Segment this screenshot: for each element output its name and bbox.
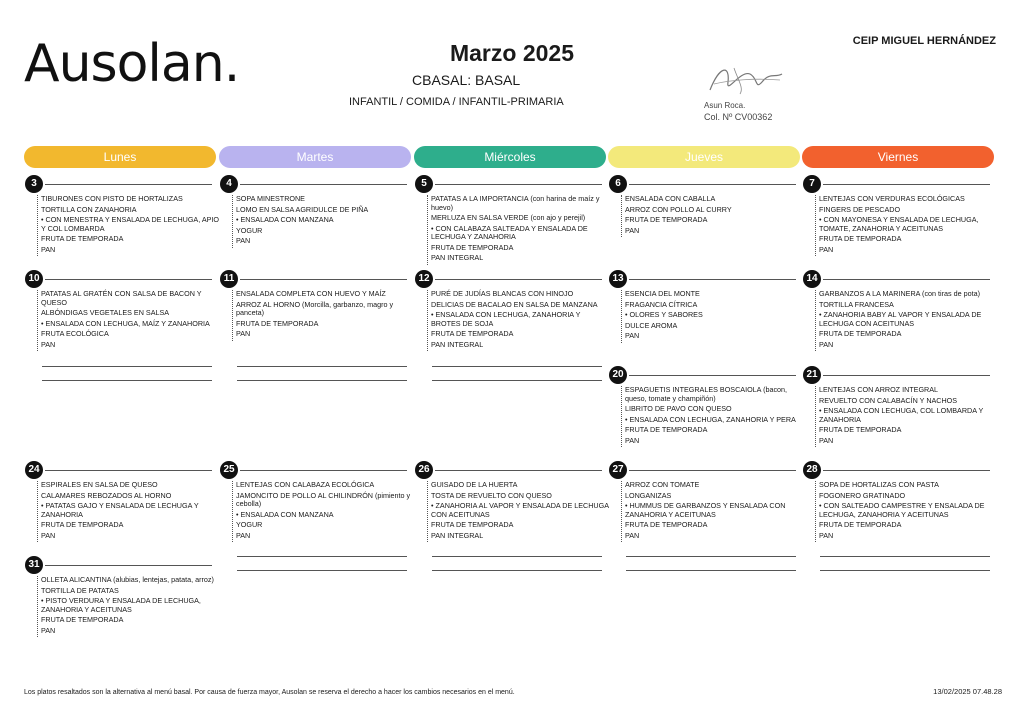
dish-item: PAN bbox=[41, 339, 56, 349]
day-number-badge: 3 bbox=[25, 175, 43, 193]
day-number-badge: 6 bbox=[609, 175, 627, 193]
dish-item: • ENSALADA CON LECHUGA, ZANAHORIA Y PERA bbox=[625, 414, 796, 424]
dish-item: • CON CALABAZA SALTEADA Y ENSALADA DE LECHUGA Y ZANAHORIA bbox=[431, 223, 588, 241]
cell-divider bbox=[823, 184, 990, 185]
dish-item: FRUTA DE TEMPORADA bbox=[41, 234, 124, 243]
dish-item: PAN bbox=[625, 435, 640, 445]
dish-item: GUISADO DE LA HUERTA bbox=[431, 480, 518, 489]
dish-list bbox=[37, 195, 221, 256]
dish-item: SOPA MINESTRONE bbox=[236, 194, 305, 203]
dish-item: MERLUZA EN SALSA VERDE (con ajo y perejil) bbox=[431, 213, 586, 222]
day-number-badge: 21 bbox=[803, 366, 821, 384]
dish-item: • OLORES Y SABORES bbox=[625, 310, 703, 319]
signature-name: Asun Roca. bbox=[704, 101, 746, 110]
dish-item: PAN bbox=[819, 435, 834, 445]
footer-note: Los platos resaltados son la alternativa al menú basal. Por causa de fuerza mayor, Ausolan se reserva el derecho a hacer los cambios necesarios en el menú. bbox=[24, 689, 515, 696]
cell-divider bbox=[823, 375, 990, 376]
dish-item: FRUTA DE TEMPORADA bbox=[819, 520, 902, 529]
dish-item: TIBURONES CON PISTO DE HORTALIZAS bbox=[41, 194, 183, 203]
dish-item: LIBRITO DE PAVO CON QUESO bbox=[625, 404, 732, 413]
dish-item: PURÉ DE JUDÍAS BLANCAS CON HINOJO bbox=[431, 289, 574, 298]
cell-divider bbox=[45, 184, 212, 185]
cell-divider bbox=[45, 470, 212, 471]
dish-item: TORTILLA DE PATATAS bbox=[41, 585, 119, 595]
cell-divider bbox=[629, 184, 796, 185]
dish-item: • HUMMUS DE GARBANZOS Y ENSALADA CON ZANAHORIA Y ACEITUNAS bbox=[625, 501, 786, 519]
dish-list bbox=[232, 195, 416, 248]
cell-divider bbox=[45, 565, 212, 566]
dish-item: ARROZ CON TOMATE bbox=[625, 480, 700, 489]
signature-icon bbox=[700, 60, 790, 100]
dish-list bbox=[815, 290, 999, 351]
dish-list bbox=[621, 481, 805, 542]
dish-item: LONGANIZAS bbox=[625, 490, 672, 500]
dish-item: • ENSALADA CON LECHUGA, ZANAHORIA Y BROTES DE SOJA bbox=[431, 310, 581, 328]
school-name: CEIP MIGUEL HERNÁNDEZ bbox=[852, 35, 996, 47]
cell-divider bbox=[240, 470, 407, 471]
dish-item: • ENSALADA CON MANZANA bbox=[236, 215, 334, 224]
cell-divider bbox=[240, 279, 407, 280]
dish-item: • ENSALADA CON LECHUGA, MAÍZ Y ZANAHORIA bbox=[41, 318, 210, 328]
dish-list bbox=[427, 290, 611, 351]
dish-list bbox=[621, 290, 805, 343]
dish-item: OLLETA ALICANTINA (alubias, lentejas, patata, arroz) bbox=[41, 575, 214, 584]
dish-item: • ZANAHORIA BABY AL VAPOR Y ENSALADA DE LECHUGA CON ACEITUNAS bbox=[819, 310, 982, 328]
day-number-badge: 12 bbox=[415, 270, 433, 288]
day-header-1: Martes bbox=[219, 146, 411, 168]
dish-item: FRUTA DE TEMPORADA bbox=[431, 520, 514, 529]
dish-item: YOGUR bbox=[236, 225, 263, 235]
dish-item: PAN bbox=[41, 625, 56, 635]
dish-item: FRUTA DE TEMPORADA bbox=[625, 520, 708, 529]
day-number-badge: 27 bbox=[609, 461, 627, 479]
dish-item: PAN INTEGRAL bbox=[431, 339, 484, 349]
dish-item: FRUTA DE TEMPORADA bbox=[625, 425, 708, 434]
day-header-4: Viernes bbox=[802, 146, 994, 168]
dish-item: TORTILLA CON ZANAHORIA bbox=[41, 204, 137, 214]
dish-item: ALBÓNDIGAS VEGETALES EN SALSA bbox=[41, 308, 170, 317]
dish-list bbox=[815, 195, 999, 256]
dish-list bbox=[815, 481, 999, 542]
dish-item: FRUTA DE TEMPORADA bbox=[431, 242, 514, 252]
cell-divider bbox=[823, 279, 990, 280]
dish-item: JAMONCITO DE POLLO AL CHILINDRÓN (pimiento y cebolla) bbox=[236, 490, 411, 508]
dish-item: PAN bbox=[625, 331, 640, 340]
dish-item: • PATATAS GAJO Y ENSALADA DE LECHUGA Y ZANAHORIA bbox=[41, 501, 199, 519]
dish-list bbox=[621, 195, 805, 237]
dish-item: ESPAGUETIS INTEGRALES BOSCAIOLA (bacon, queso, tomate y champiñón) bbox=[625, 385, 788, 403]
dish-item: • ENSALADA CON LECHUGA, COL LOMBARDA Y ZANAHORIA bbox=[819, 406, 984, 424]
day-number-badge: 4 bbox=[220, 175, 238, 193]
dish-item: PAN bbox=[819, 339, 834, 349]
day-header-0: Lunes bbox=[24, 146, 216, 168]
dish-item: FRUTA DE TEMPORADA bbox=[819, 329, 902, 338]
dish-item: FRUTA DE TEMPORADA bbox=[819, 234, 902, 243]
signature-collegiate-number: Col. Nº CV00362 bbox=[704, 112, 773, 122]
dish-item: PAN bbox=[236, 236, 251, 245]
dish-item: LENTEJAS CON CALABAZA ECOLÓGICA bbox=[236, 480, 375, 489]
day-number-badge: 20 bbox=[609, 366, 627, 384]
dish-item: • CON MAYONESA Y ENSALADA DE LECHUGA, TOMATE, ZANAHORIA Y ACEITUNAS bbox=[819, 215, 979, 233]
dish-item: ARROZ CON POLLO AL CURRY bbox=[625, 204, 732, 214]
cell-divider bbox=[629, 375, 796, 376]
dish-item: FRUTA DE TEMPORADA bbox=[41, 520, 124, 529]
dish-list bbox=[232, 290, 416, 341]
dish-item: PAN INTEGRAL bbox=[431, 253, 484, 262]
dish-list bbox=[427, 481, 611, 542]
dish-item: FRUTA ECOLÓGICA bbox=[41, 329, 109, 338]
footer-timestamp: 13/02/2025 07.48.28 bbox=[933, 687, 1002, 696]
dish-item: LENTEJAS CON VERDURAS ECOLÓGICAS bbox=[819, 194, 965, 203]
dish-item: FRUTA DE TEMPORADA bbox=[236, 318, 319, 328]
ausolan-logo: Ausolan. bbox=[24, 34, 240, 94]
dish-item: PAN bbox=[236, 329, 251, 338]
dish-item: ESENCIA DEL MONTE bbox=[625, 289, 700, 298]
dish-list bbox=[621, 386, 805, 447]
day-number-badge: 31 bbox=[25, 556, 43, 574]
dish-list bbox=[815, 386, 999, 447]
dish-item: FOGONERO GRATINADO bbox=[819, 490, 906, 500]
day-number-badge: 7 bbox=[803, 175, 821, 193]
page-title: Marzo 2025 bbox=[449, 40, 574, 66]
dish-item: REVUELTO CON CALABACÍN Y NACHOS bbox=[819, 395, 958, 405]
dish-item: ESPIRALES EN SALSA DE QUESO bbox=[41, 480, 158, 489]
day-number-badge: 13 bbox=[609, 270, 627, 288]
day-number-badge: 14 bbox=[803, 270, 821, 288]
dish-list bbox=[427, 195, 611, 265]
dish-item: GARBANZOS A LA MARINERA (con tiras de pota) bbox=[819, 289, 980, 298]
dish-item: FRUTA DE TEMPORADA bbox=[431, 329, 514, 338]
dish-item: • ENSALADA CON MANZANA bbox=[236, 509, 334, 519]
dish-item: PAN bbox=[625, 225, 640, 235]
dish-item: LOMO EN SALSA AGRIDULCE DE PIÑA bbox=[236, 204, 369, 214]
cell-divider bbox=[629, 279, 796, 280]
day-number-badge: 10 bbox=[25, 270, 43, 288]
cell-divider bbox=[629, 470, 796, 471]
day-number-badge: 26 bbox=[415, 461, 433, 479]
dish-item: • ZANAHORIA AL VAPOR Y ENSALADA DE LECHUGA CON ACEITUNAS bbox=[431, 501, 609, 519]
dish-item: PAN bbox=[41, 244, 56, 254]
day-number-badge: 11 bbox=[220, 270, 238, 288]
dish-item: TORTILLA FRANCESA bbox=[819, 299, 894, 309]
dish-list bbox=[37, 576, 221, 637]
dish-item: • CON MENESTRA Y ENSALADA DE LECHUGA, APIO Y COL LOMBARDA bbox=[41, 215, 219, 233]
cell-divider bbox=[240, 184, 407, 185]
dish-item: FRAGANCIA CÍTRICA bbox=[625, 299, 698, 309]
dish-item: LENTEJAS CON ARROZ INTEGRAL bbox=[819, 385, 939, 394]
dish-item: • PISTO VERDURA Y ENSALADA DE LECHUGA, ZANAHORIA Y ACEITUNAS bbox=[41, 596, 201, 614]
dish-item: PAN INTEGRAL bbox=[431, 530, 484, 540]
dish-item: ARROZ AL HORNO (Morcilla, garbanzo, magro y panceta) bbox=[236, 299, 394, 317]
day-header-3: Jueves bbox=[608, 146, 800, 168]
dish-item: CALAMARES REBOZADOS AL HORNO bbox=[41, 490, 172, 500]
dish-list bbox=[37, 481, 221, 542]
dish-item: PAN bbox=[625, 530, 640, 540]
dish-item: ENSALADA COMPLETA CON HUEVO Y MAÍZ bbox=[236, 289, 386, 298]
dish-item: FRUTA DE TEMPORADA bbox=[819, 425, 902, 434]
dish-list bbox=[37, 290, 221, 351]
cell-divider bbox=[45, 279, 212, 280]
dish-item: DULCE AROMA bbox=[625, 320, 678, 330]
day-header-2: Miércoles bbox=[414, 146, 606, 168]
dish-list bbox=[232, 481, 416, 542]
menu-category: INFANTIL / COMIDA / INFANTIL-PRIMARIA bbox=[349, 96, 564, 108]
cell-divider bbox=[823, 470, 990, 471]
cell-divider bbox=[435, 279, 602, 280]
dish-item: PAN bbox=[819, 530, 834, 540]
dish-item: SOPA DE HORTALIZAS CON PASTA bbox=[819, 480, 939, 489]
dish-item: FRUTA DE TEMPORADA bbox=[41, 615, 124, 624]
menu-code: CBASAL: BASAL bbox=[412, 72, 521, 88]
cell-divider bbox=[435, 184, 602, 185]
dish-item: ENSALADA CON CABALLA bbox=[625, 194, 716, 203]
cell-divider bbox=[435, 470, 602, 471]
dish-item: PATATAS A LA IMPORTANCIA (con harina de maíz y huevo) bbox=[431, 194, 600, 212]
day-number-badge: 24 bbox=[25, 461, 43, 479]
dish-item: FINGERS DE PESCADO bbox=[819, 204, 901, 214]
dish-item: DELICIAS DE BACALAO EN SALSA DE MANZANA bbox=[431, 299, 598, 309]
dish-item: FRUTA DE TEMPORADA bbox=[625, 215, 708, 224]
dish-item: PATATAS AL GRATÉN CON SALSA DE BACON Y QUESO bbox=[41, 289, 202, 307]
day-number-badge: 28 bbox=[803, 461, 821, 479]
dish-item: YOGUR bbox=[236, 520, 263, 529]
dish-item: PAN bbox=[819, 244, 834, 254]
dish-item: • CON SALTEADO CAMPESTRE Y ENSALADA DE LECHUGA, ZANAHORIA Y ACEITUNAS bbox=[819, 501, 985, 519]
day-number-badge: 25 bbox=[220, 461, 238, 479]
day-number-badge: 5 bbox=[415, 175, 433, 193]
dish-item: PAN bbox=[236, 530, 251, 540]
dish-item: TOSTA DE REVUELTO CON QUESO bbox=[431, 490, 552, 500]
dish-item: PAN bbox=[41, 530, 56, 540]
